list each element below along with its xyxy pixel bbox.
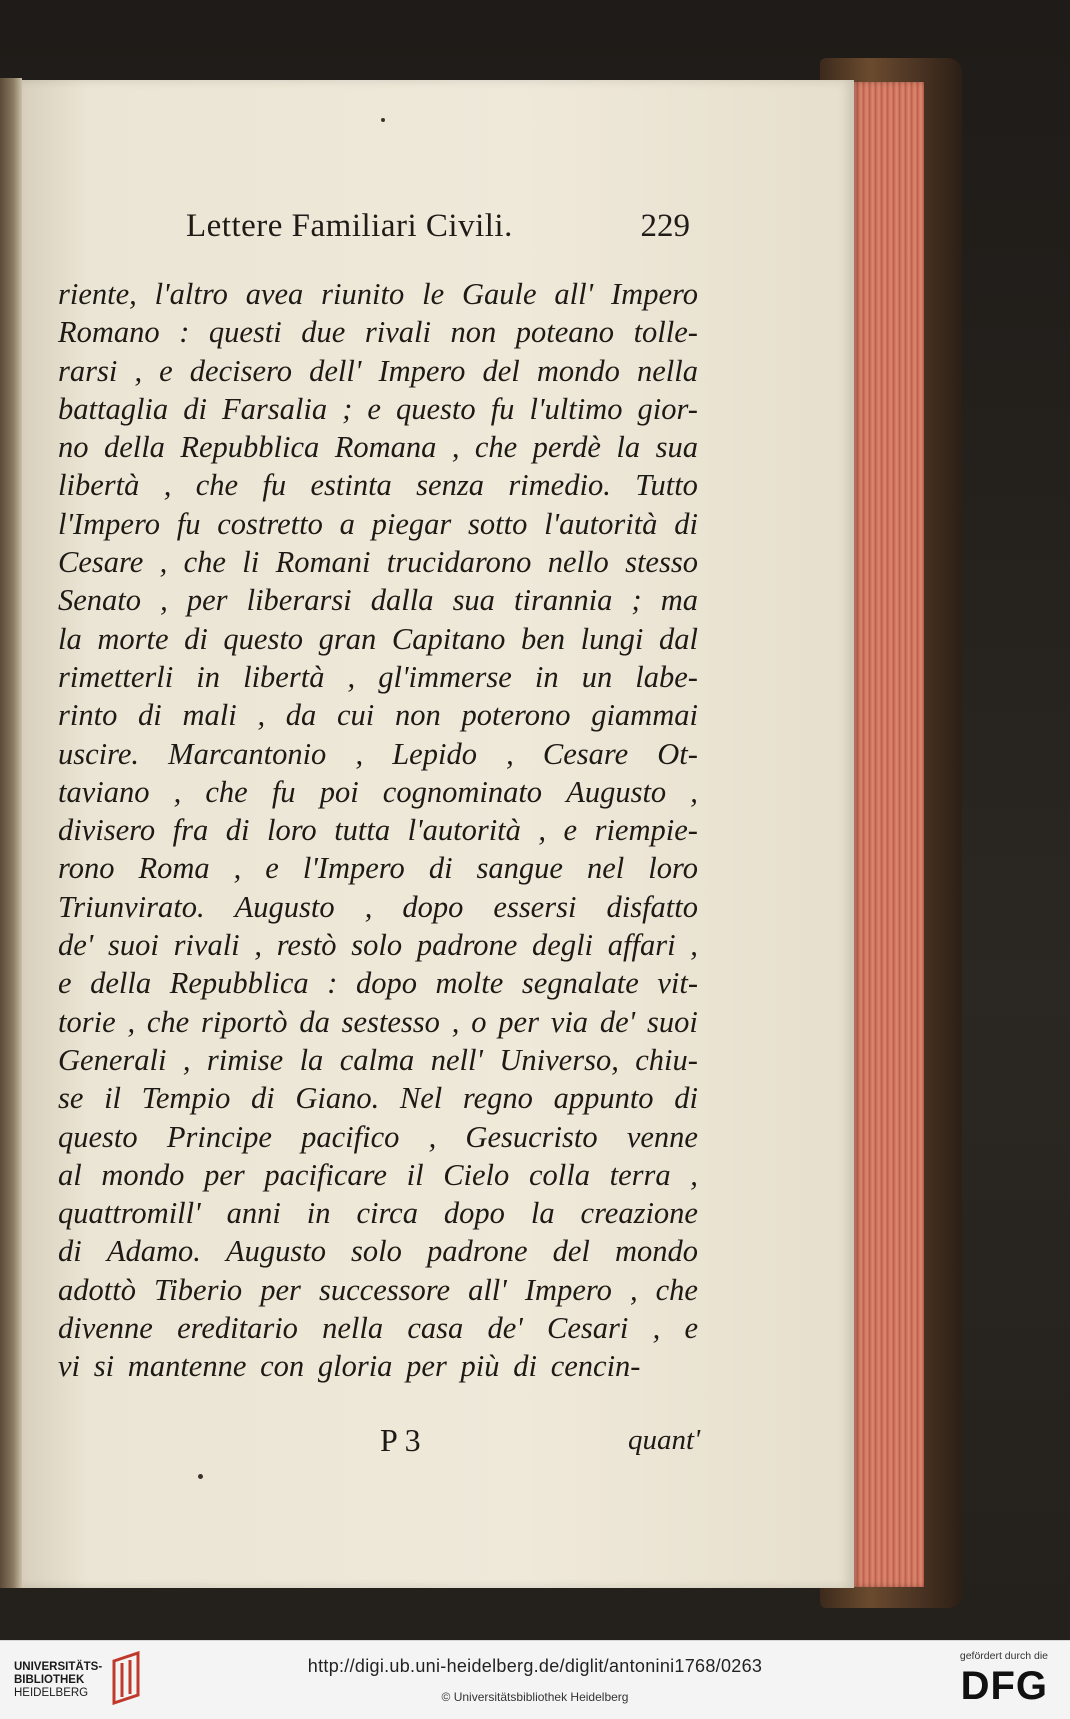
text-word: mali bbox=[182, 698, 237, 733]
text-word: la bbox=[299, 1042, 324, 1077]
text-word: Triunvirato. bbox=[58, 889, 205, 924]
text-word: riente, bbox=[58, 277, 137, 311]
text-word: , bbox=[254, 928, 262, 963]
text-word: Principe bbox=[166, 1119, 272, 1154]
text-word: torie bbox=[58, 1004, 116, 1039]
text-word: dopo bbox=[443, 1196, 505, 1231]
text-word: disfatto bbox=[606, 889, 698, 924]
text-line bbox=[58, 543, 698, 581]
text-word: Capitano bbox=[391, 621, 506, 656]
text-word: Repubblica bbox=[180, 430, 320, 465]
text-word: di bbox=[513, 1349, 537, 1384]
text-word: rimedio. bbox=[508, 468, 611, 503]
text-word: : bbox=[327, 966, 338, 1001]
text-word: taviano bbox=[58, 774, 150, 809]
text-word: no bbox=[58, 430, 89, 465]
text-word: decisero bbox=[189, 353, 292, 388]
text-word: giammai bbox=[591, 698, 698, 733]
text-word: , bbox=[652, 1311, 661, 1346]
text-word: all' bbox=[554, 277, 594, 311]
text-word: un bbox=[581, 659, 613, 694]
text-word: ma bbox=[660, 583, 698, 618]
text-line bbox=[58, 1309, 698, 1347]
text-word: , bbox=[173, 774, 182, 809]
text-word: morte bbox=[97, 621, 169, 656]
text-word: per bbox=[204, 1157, 245, 1192]
text-word: Farsalia bbox=[222, 391, 328, 426]
text-word: Tutto bbox=[635, 468, 698, 503]
text-word: piegar bbox=[371, 506, 452, 541]
text-word: molte bbox=[435, 966, 504, 1001]
text-line bbox=[58, 1079, 698, 1117]
text-word: riunito bbox=[321, 277, 405, 311]
text-word: , bbox=[506, 736, 514, 771]
text-word: gloria bbox=[317, 1349, 393, 1384]
text-word: libertà bbox=[243, 659, 325, 694]
text-word: padrone bbox=[426, 1234, 528, 1269]
text-line bbox=[58, 466, 698, 504]
text-line bbox=[58, 964, 698, 1002]
text-word: Repubblica bbox=[169, 966, 309, 1001]
text-word: di bbox=[138, 698, 162, 733]
text-word: , bbox=[233, 851, 242, 886]
text-word: vi bbox=[58, 1349, 81, 1384]
text-word: tirannia bbox=[514, 583, 613, 618]
text-line bbox=[58, 1041, 698, 1079]
text-word: dalla bbox=[370, 583, 434, 618]
text-word: , bbox=[134, 353, 143, 388]
text-word: gran bbox=[318, 621, 377, 656]
text-word: rimetterli bbox=[58, 659, 174, 694]
text-word: fu bbox=[271, 774, 296, 809]
text-line bbox=[58, 428, 698, 466]
text-word: fu bbox=[262, 468, 287, 503]
text-line bbox=[58, 926, 698, 964]
text-line bbox=[58, 352, 698, 390]
text-word: affari bbox=[607, 928, 676, 963]
text-word: uscire. bbox=[58, 736, 140, 771]
text-line bbox=[58, 773, 698, 811]
text-word: , bbox=[428, 1119, 437, 1154]
text-word: nella bbox=[637, 353, 698, 388]
text-word: in bbox=[306, 1196, 331, 1231]
text-word: segnalate bbox=[521, 966, 639, 1001]
text-word: Augusto bbox=[566, 774, 667, 809]
text-word: si bbox=[93, 1349, 115, 1384]
text-word: di bbox=[674, 1081, 698, 1116]
text-word: di bbox=[225, 813, 250, 848]
text-word: che bbox=[146, 1004, 190, 1039]
text-word: in bbox=[196, 659, 221, 694]
text-word: questo bbox=[396, 391, 476, 426]
text-word: da bbox=[299, 1004, 330, 1039]
text-word: ben bbox=[521, 621, 566, 656]
text-word: degli bbox=[532, 928, 594, 963]
text-line bbox=[58, 275, 698, 313]
text-word: calma bbox=[339, 1042, 415, 1077]
text-word: di bbox=[58, 1234, 82, 1269]
text-word: lungi bbox=[580, 621, 644, 656]
text-word: fra bbox=[172, 813, 209, 848]
text-word: Generali bbox=[58, 1042, 167, 1077]
text-word: di bbox=[251, 1081, 275, 1116]
text-word: per bbox=[260, 1272, 301, 1307]
text-word: regno bbox=[462, 1081, 533, 1116]
text-word: via bbox=[550, 1004, 589, 1039]
text-word: , bbox=[127, 1004, 136, 1039]
text-word: sestesso bbox=[341, 1004, 440, 1039]
text-word: per bbox=[498, 1004, 539, 1039]
text-word: da bbox=[285, 698, 317, 733]
text-word: a bbox=[339, 506, 355, 541]
text-word: gior- bbox=[637, 391, 698, 426]
text-line bbox=[58, 811, 698, 849]
text-word: rono bbox=[58, 851, 115, 886]
book-binding bbox=[0, 78, 22, 1588]
text-word: de' bbox=[487, 1311, 523, 1346]
text-word: battaglia bbox=[58, 391, 169, 426]
text-word: Universo, bbox=[499, 1042, 619, 1077]
text-line bbox=[58, 390, 698, 428]
text-word: che bbox=[655, 1272, 698, 1307]
footer-bar bbox=[0, 1640, 1070, 1719]
text-line bbox=[58, 888, 698, 926]
text-word: del bbox=[482, 353, 520, 388]
text-word: e bbox=[684, 1311, 698, 1346]
text-word: restò bbox=[276, 928, 337, 963]
text-word: trucidarono bbox=[386, 545, 532, 580]
text-word: ereditario bbox=[177, 1311, 298, 1346]
text-word: rinto bbox=[58, 698, 118, 733]
text-word: per bbox=[186, 583, 228, 618]
text-word: , bbox=[451, 1004, 460, 1039]
text-word: adottò bbox=[58, 1272, 136, 1307]
text-word: , bbox=[690, 928, 698, 963]
text-word: di bbox=[674, 506, 698, 541]
running-header bbox=[170, 208, 690, 248]
text-word: questo bbox=[58, 1119, 138, 1154]
text-word: cui bbox=[337, 698, 375, 733]
text-word: il bbox=[104, 1081, 122, 1116]
text-word: Cesare bbox=[542, 736, 629, 771]
text-word: più bbox=[460, 1349, 500, 1384]
text-word: Romana bbox=[334, 430, 437, 465]
text-word: colla bbox=[528, 1157, 590, 1192]
text-word: solo bbox=[351, 1234, 402, 1269]
text-word: se bbox=[58, 1081, 84, 1116]
text-word: , bbox=[182, 1042, 191, 1077]
text-word: successore bbox=[319, 1272, 450, 1307]
text-word: sua bbox=[655, 430, 698, 465]
text-word: l'ultimo bbox=[529, 391, 623, 426]
text-word: non bbox=[450, 315, 497, 350]
text-line bbox=[58, 1118, 698, 1156]
text-word: loro bbox=[648, 851, 698, 886]
text-word: , bbox=[347, 659, 356, 694]
dfg-logo: DFG bbox=[960, 1664, 1048, 1708]
text-word: perdè bbox=[532, 430, 601, 465]
text-word: al bbox=[58, 1157, 82, 1192]
text-word: senza bbox=[416, 468, 484, 503]
text-word: Lepido bbox=[392, 736, 477, 771]
text-word: di bbox=[183, 391, 207, 426]
text-word: mantenne bbox=[127, 1349, 247, 1384]
text-word: cencin- bbox=[550, 1349, 641, 1384]
text-word: libertà bbox=[58, 468, 140, 503]
text-word: padrone bbox=[416, 928, 518, 963]
text-word: la bbox=[530, 1196, 555, 1231]
text-word: questo bbox=[223, 621, 304, 656]
text-word: che bbox=[205, 774, 248, 809]
text-word: e bbox=[563, 813, 578, 848]
text-line bbox=[58, 620, 698, 658]
text-word: poterono bbox=[461, 698, 571, 733]
text-word: de' bbox=[58, 928, 94, 963]
text-word: sotto bbox=[468, 506, 528, 541]
text-word: l'autorità bbox=[544, 506, 658, 541]
text-word: del bbox=[552, 1234, 590, 1269]
text-word: e bbox=[265, 851, 279, 886]
text-word: , bbox=[629, 1272, 638, 1307]
page-edges bbox=[852, 82, 924, 1587]
text-word: suoi bbox=[108, 928, 159, 963]
text-word: , bbox=[257, 698, 266, 733]
text-word: vit- bbox=[657, 966, 698, 1001]
text-word: divenne bbox=[58, 1311, 153, 1346]
text-word: l'Impero bbox=[58, 506, 160, 541]
text-word: gl'immerse bbox=[378, 659, 512, 694]
text-line bbox=[58, 1194, 698, 1232]
text-word: sangue bbox=[476, 851, 563, 886]
text-word: per bbox=[406, 1349, 447, 1384]
text-word: nello bbox=[547, 545, 609, 580]
signature-mark: P 3 bbox=[380, 1422, 421, 1458]
text-word: poi bbox=[319, 774, 359, 809]
text-word: Gesucristo bbox=[465, 1119, 598, 1154]
library-line-2: BIBLIOTHEK bbox=[14, 1674, 85, 1686]
text-line bbox=[58, 658, 698, 696]
text-word: Impero bbox=[524, 1272, 612, 1307]
text-word: di bbox=[184, 621, 208, 656]
text-word: suoi bbox=[647, 1004, 698, 1039]
copyright-notice: © Universitätsbibliothek Heidelberg bbox=[441, 1690, 629, 1704]
text-word: il bbox=[406, 1157, 424, 1192]
text-word: dell' bbox=[309, 353, 362, 388]
text-word: Impero bbox=[611, 277, 698, 311]
text-word: Giano. bbox=[295, 1081, 380, 1116]
text-word: , bbox=[355, 736, 364, 771]
text-word: venne bbox=[626, 1119, 698, 1154]
text-word: della bbox=[90, 966, 152, 1001]
text-word: la bbox=[616, 430, 641, 465]
text-word: o bbox=[471, 1004, 487, 1039]
text-word: Adamo. bbox=[106, 1234, 201, 1269]
catchword: quant' bbox=[628, 1424, 701, 1456]
text-word: dal bbox=[658, 621, 698, 656]
page-number: 229 bbox=[640, 208, 690, 244]
text-word: liberarsi bbox=[246, 583, 352, 618]
body-text bbox=[58, 275, 698, 1386]
text-word: solo bbox=[351, 928, 403, 963]
text-word: , bbox=[160, 583, 168, 618]
text-line bbox=[58, 581, 698, 619]
library-line-3: HEIDELBERG bbox=[14, 1687, 89, 1699]
text-word: dopo bbox=[402, 889, 464, 924]
text-word: due bbox=[301, 315, 346, 350]
text-word: Impero bbox=[378, 353, 466, 388]
running-title: Lettere Familiari Civili. bbox=[186, 208, 513, 244]
text-word: Romani bbox=[275, 545, 371, 580]
text-word: l'altro bbox=[154, 277, 228, 311]
text-word: li bbox=[242, 545, 260, 580]
text-word: : bbox=[179, 315, 190, 350]
text-word: quattromill' bbox=[58, 1196, 201, 1231]
text-word: tolle- bbox=[633, 315, 698, 350]
text-word: , bbox=[364, 889, 373, 924]
text-word: Tiberio bbox=[154, 1272, 243, 1307]
text-word: cognominato bbox=[382, 774, 543, 809]
text-word: la bbox=[58, 621, 82, 656]
text-word: Augusto bbox=[225, 1234, 326, 1269]
text-word: fu bbox=[490, 391, 515, 426]
text-line bbox=[58, 1271, 698, 1309]
text-word: pacifico bbox=[301, 1119, 400, 1154]
text-word: divisero bbox=[58, 813, 156, 848]
text-word: dopo bbox=[355, 966, 417, 1001]
text-word: labe- bbox=[635, 659, 698, 694]
text-word: ; bbox=[342, 391, 353, 426]
text-word: essersi bbox=[493, 889, 577, 924]
text-word: nel bbox=[586, 851, 625, 886]
text-word: tutta bbox=[334, 813, 391, 848]
text-word: Romano bbox=[58, 315, 160, 350]
text-word: nell' bbox=[430, 1042, 483, 1077]
text-word: poteano bbox=[515, 315, 615, 350]
text-word: rivali bbox=[364, 315, 431, 350]
text-word: casa bbox=[407, 1311, 464, 1346]
text-word: riempie- bbox=[594, 813, 698, 848]
text-word: , bbox=[163, 468, 172, 503]
text-word: Senato bbox=[58, 583, 142, 618]
text-word: mondo bbox=[536, 353, 620, 388]
source-link[interactable]: http://digi.ub.uni-heidelberg.de/diglit/antonini1768/0263 bbox=[307, 1656, 763, 1676]
text-word: anni bbox=[226, 1196, 281, 1231]
text-word: Cielo bbox=[443, 1157, 510, 1192]
text-word: , bbox=[159, 545, 168, 580]
text-word: di bbox=[428, 851, 453, 886]
text-word: questi bbox=[208, 315, 282, 350]
text-word: sua bbox=[452, 583, 495, 618]
text-word: riportò bbox=[201, 1004, 288, 1039]
funder-label: gefördert durch die bbox=[959, 1650, 1048, 1662]
library-line-1: UNIVERSITÄTS- bbox=[14, 1661, 103, 1673]
ink-speck bbox=[198, 1474, 203, 1479]
text-word: all' bbox=[468, 1272, 507, 1307]
text-line bbox=[58, 696, 698, 734]
text-word: rimise bbox=[206, 1042, 284, 1077]
text-word: estinta bbox=[310, 468, 392, 503]
text-word: Roma bbox=[138, 851, 210, 886]
text-word: e bbox=[58, 966, 72, 1001]
text-word: stesso bbox=[625, 545, 698, 580]
text-word: Cesare bbox=[58, 545, 144, 580]
text-word: circa bbox=[356, 1196, 418, 1231]
text-word: , bbox=[690, 774, 698, 809]
text-word: chiu- bbox=[635, 1042, 698, 1077]
text-word: avea bbox=[245, 277, 304, 311]
text-word: loro bbox=[266, 813, 317, 848]
text-word: Augusto bbox=[234, 889, 335, 924]
text-word: le bbox=[422, 277, 445, 311]
text-word: appunto bbox=[553, 1081, 654, 1116]
text-word: non bbox=[395, 698, 441, 733]
text-word: , bbox=[690, 1157, 698, 1192]
ink-speck bbox=[381, 118, 385, 122]
text-word: rarsi bbox=[58, 353, 118, 388]
text-word: mondo bbox=[101, 1157, 185, 1192]
text-word: in bbox=[534, 659, 559, 694]
text-word: Cesari bbox=[547, 1311, 629, 1346]
text-word: pacificare bbox=[264, 1157, 387, 1192]
text-word: creazione bbox=[580, 1196, 698, 1231]
text-word: che bbox=[474, 430, 518, 465]
text-line bbox=[58, 735, 698, 773]
text-word: con bbox=[260, 1349, 305, 1384]
text-word: Gaule bbox=[461, 277, 537, 311]
text-word: Ot- bbox=[657, 736, 698, 771]
text-word: che bbox=[183, 545, 226, 580]
text-line bbox=[58, 1232, 698, 1270]
text-word: Marcantonio bbox=[168, 736, 327, 771]
text-word: de' bbox=[599, 1004, 636, 1039]
text-word: ; bbox=[631, 583, 642, 618]
text-word: e bbox=[159, 353, 173, 388]
text-word: l'Impero bbox=[302, 851, 405, 886]
text-line bbox=[58, 1347, 698, 1385]
text-word: , bbox=[538, 813, 547, 848]
text-word: , bbox=[451, 430, 460, 465]
text-word: Nel bbox=[399, 1081, 443, 1116]
text-word: rivali bbox=[173, 928, 240, 963]
text-word: della bbox=[103, 430, 165, 465]
text-line bbox=[58, 1003, 698, 1041]
text-line bbox=[58, 505, 698, 543]
text-word: fu bbox=[176, 506, 201, 541]
text-word: l'autorità bbox=[407, 813, 521, 848]
text-word: che bbox=[195, 468, 239, 503]
text-word: terra bbox=[609, 1157, 671, 1192]
text-line bbox=[58, 313, 698, 351]
text-line bbox=[58, 849, 698, 887]
text-word: mondo bbox=[614, 1234, 698, 1269]
text-word: nella bbox=[322, 1311, 384, 1346]
text-word: costretto bbox=[217, 506, 323, 541]
text-word: Tempio bbox=[141, 1081, 231, 1116]
text-word: e bbox=[367, 391, 381, 426]
text-line bbox=[58, 1156, 698, 1194]
